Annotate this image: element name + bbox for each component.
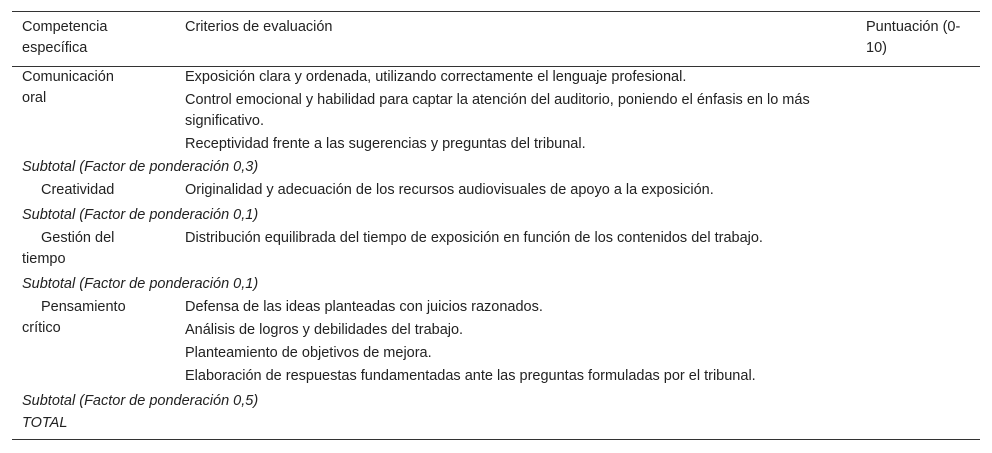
bottom-rule: [12, 439, 980, 440]
header-puntuacion: Puntuación (0-10): [866, 19, 961, 56]
subtotal-row: Subtotal (Factor de ponderación 0,1): [22, 276, 259, 292]
criterio-item: Planteamiento de objetivos de mejora.: [185, 345, 432, 361]
competencia-cell: Pensamiento crítico: [22, 299, 126, 336]
criterio-item: Elaboración de respuestas fundamentadas ante las preguntas formuladas por el tribunal.: [185, 368, 756, 384]
competencia-cell: Gestión del tiempo: [22, 230, 115, 267]
header-competencia: Competencia específica: [22, 19, 108, 56]
total-row: TOTAL: [22, 415, 68, 431]
header-criterios: Criterios de evaluación: [185, 19, 333, 35]
criterio-item: Defensa de las ideas planteadas con juicios razonados.: [185, 299, 543, 315]
competencia-cell: Creatividad: [41, 182, 115, 198]
subtotal-row: Subtotal (Factor de ponderación 0,1): [22, 207, 259, 223]
subtotal-row: Subtotal (Factor de ponderación 0,5): [22, 393, 259, 409]
top-rule: [12, 11, 980, 12]
criterio-item: Exposición clara y ordenada, utilizando correctamente el lenguaje profesional.: [185, 69, 687, 85]
competencia-cell: Comunicación oral: [22, 69, 114, 106]
criterio-item: Originalidad y adecuación de los recursos audiovisuales de apoyo a la exposición.: [185, 182, 714, 198]
criterio-item: Análisis de logros y debilidades del trabajo.: [185, 322, 464, 338]
subtotal-row: Subtotal (Factor de ponderación 0,3): [22, 159, 259, 175]
criterio-item: Distribución equilibrada del tiempo de exposición en función de los contenidos del trabajo.: [185, 230, 763, 246]
criterio-item: Control emocional y habilidad para captar la atención del auditorio, poniendo el énfasis en lo más significativo.: [185, 92, 810, 129]
criterio-item: Receptividad frente a las sugerencias y preguntas del tribunal.: [185, 136, 586, 152]
